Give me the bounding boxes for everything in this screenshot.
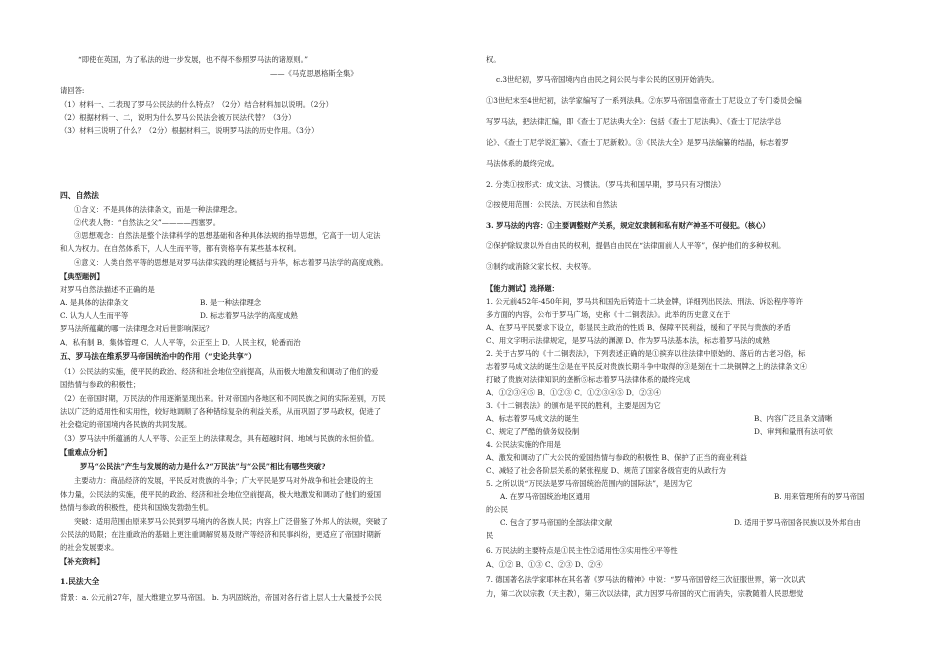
text-line: ①3世纪末至4世纪初，法学家编写了一系列法典。②东罗马帝国皇帝查士丁尼设立了专门委员会编 (486, 96, 802, 105)
text-line: 突破：适用范围由原来罗马公民到罗马境内的各族人民；内容上广泛借鉴了外邦人的法规，突破了 (74, 517, 388, 526)
text-line: 热情与参政的积极性，使共和国焕发勃勃生机。 (60, 503, 214, 512)
text-line: 社会稳定的帝国境内各民族的共同发展。 (60, 420, 192, 429)
text-line: （2）根据材料一、二，说明为什么罗马公民法会被万民法代替？（3分） (60, 113, 296, 122)
text-line: 论》、《查士丁尼学说汇纂》、《查士丁尼新敕》。③《民法大全》是罗马法编纂的结晶，标志着罗 (486, 138, 789, 147)
text-line: 对罗马自然法描述不正确的是 (60, 285, 155, 294)
text-line: B. 用来管理所有的罗马帝国 (774, 492, 865, 501)
text-line: 2. 分类①按形式：成文法、习惯法。（罗马共和国早期，罗马只有习惯法） (486, 180, 726, 189)
text-line: 6. 万民法的主要特点是①民主性②适用性③实用性④平等性 (486, 546, 678, 555)
text-line: A、标志着罗马成文法的诞生 (486, 414, 579, 423)
text-line: ③制约或消除父家长权、夫权等。 (486, 262, 596, 271)
text-line: ①含义：不是具体的法律条文，而是一种法律理念。 (74, 205, 242, 214)
text-line: ②代表人物：“自然法之父”————西塞罗。 (74, 218, 221, 227)
text-line: 3. 罗马法的内容：①主要调整财产关系，规定奴隶制和私有财产神圣不可侵犯。（核心） (486, 221, 770, 230)
text-line: 体力量，公民法的实施，使平民的政治、经济和社会地位空前提高，极大地激发和调动了他们的爱国 (60, 490, 382, 499)
text-line: D. 标志着罗马法学的高度成熟 (200, 311, 298, 320)
text-line: 力，第二次以宗教（天主教），第三次以法律，武力因罗马帝国的灭亡而消失，宗教随着人民思想觉 (486, 589, 804, 598)
text-line: 背景：a. 公元前27年，屋大维建立罗马帝国。 b. 为巩固统治，帝国对各行省上层人士大量授予公民 (60, 593, 382, 602)
text-line: 1. 公元前452年-450年间，罗马共和国先后铸造十二块金牌，详细列出民法、刑法、诉讼程序等许 (486, 297, 803, 306)
text-line: A、激发和调动了广大公民的爱国热情与参政的积极性 B、保护了正当的商业利益 (486, 453, 748, 462)
text-line: “即使在英国，为了私法的进一步发展，也不得不参照罗马法的诸原则。” (78, 55, 309, 64)
text-line: 四、自然法 (60, 191, 99, 200)
text-line: A．①②③④⑤ B．①②③ C．①②③④⑤ D．②③④ (486, 388, 661, 397)
text-line: A．私有制 B．集体管理 C．人人平等，公正至上 D．人民主权，轮番而治 (60, 338, 301, 347)
text-line: 【补充资料】 (60, 557, 104, 566)
text-line: A. 是具体的法律条文 (60, 298, 129, 307)
text-line: 民 (486, 531, 494, 540)
text-line: 权。 (486, 55, 501, 64)
text-line: 志着罗马成文法的诞生②是在平民反对贵族长期斗争中取得的③是刻在十二块铜牌之上的法律条文④ (486, 362, 808, 371)
text-line: 写罗马法，把法律汇编，即《查士丁尼法典大全》：包括《查士丁尼法典》、《查士丁尼法学总 (486, 117, 782, 126)
text-line: 五、罗马法在维系罗马帝国统治中的作用（“史论共享”） (60, 352, 257, 361)
text-line: （3）罗马法中所蕴涵的人人平等、公正至上的法律观念，具有超越时间、地域与民族的永恒价值。 (60, 434, 379, 443)
text-line: 5. 之所以说“万民法是罗马帝国统治范围内的国际法”，是因为它 (486, 479, 693, 488)
text-line: （1）公民法的实施，使平民的政治、经济和社会地位空前提高，从而极大地激发和调动了他们的爱 (60, 367, 379, 376)
text-line: ④意义：人类自然平等的思想是对罗马法律实践的理论概括与升华，标志着罗马法学的高度成熟。 (74, 258, 388, 267)
text-line: 国热情与参政的积极性； (60, 380, 141, 389)
text-line: A、在罗马平民要求下设立，彰显民主政治的性质 B、保障平民利益，缓和了平民与贵族的矛盾 (486, 323, 791, 332)
text-line: （1）材料一、二表现了罗马公民法的什么特点？（2分）结合材料加以说明。（2分） (60, 100, 333, 109)
text-line: 多方面的内容，公布于罗马广场，史称《十二铜表法》。此举的历史意义在于 (486, 310, 731, 319)
text-line: 的社会发展要求。 (60, 543, 119, 552)
text-line: C. 包含了罗马帝国的全部法律文献 (500, 518, 613, 527)
text-line: A. 在罗马帝国统治地区通用 (500, 492, 591, 501)
text-line: C、减轻了社会各阶层关系的紧张程度 D、规范了国家各级官吏的从政行为 (486, 466, 726, 475)
text-line: 主要动力：商品经济的发展，平民反对贵族的斗争；广大平民是罗马对外战争和社会建设的主 (74, 476, 374, 485)
text-line: B、内容广泛且条文清晰 (754, 414, 833, 423)
text-line: 罗马法所蕴藏的哪一法律理念对后世影响深远？ (60, 324, 214, 333)
text-line: （3）材料三说明了什么？（2分）根据材料三，说明罗马法的历史作用。（3分） (60, 126, 319, 135)
text-line: 公民法的局限；在注重政治的基础上更注重调解贸易及财产等经济和民事纠纷，更适应了帝国时期新 (60, 530, 382, 539)
text-line: 和人为权力。在自然体系下，人人生而平等，都有资格享有某些基本权利。 (60, 244, 301, 253)
text-line: ③思想观念：自然法是整个法律科学的思想基础和各种具体法规的指导思想，它高于一切人定法 (74, 231, 381, 240)
text-line: 法以广泛的适用性和实用性，较好地调顺了各种错综复杂的利益关系，从而巩固了罗马政权，促进了 (60, 407, 382, 416)
text-line: A、①② B、①③ C、②③ D、②④ (486, 560, 603, 569)
text-line: ②保护除奴隶以外自由民的权利，提倡自由民在“法律面前人人平等”，保护他们的多种权利。 (486, 241, 786, 250)
text-line: 罗马“公民法”产生与发展的动力是什么?“万民法”与“公民”相比有哪些突破? (80, 462, 326, 471)
text-line: ②按使用范围：公民法、万民法和自然法 (486, 200, 618, 209)
text-line: 马法体系的最终完成。 (486, 159, 559, 168)
text-line: 7. 德国著名法学家耶林在其名著《罗马法的精神》中说：“罗马帝国曾经三次征服世界，第一次以武 (486, 575, 806, 584)
text-line: C、用文字明示法律规定，是罗马法的渊源 D、作为罗马法基本法，标志着罗马法的成熟 (486, 336, 770, 345)
text-line: 3.《十二铜表法》的颁布是平民的胜利，主要是因为它 (486, 401, 661, 410)
text-line: c.3世纪初，罗马帝国境内自由民之间公民与非公民的区别开始消失。 (496, 75, 719, 84)
text-line: （2）在帝国时期，万民法的作用逐渐显现出来。针对帝国内各地区和不同民族之间的实际差别，万民 (60, 394, 386, 403)
text-line: D. 适用于罗马帝国各民族以及外邦自由 (734, 518, 861, 527)
text-line: ——《马克思恩格斯全集》 (270, 69, 358, 78)
text-line: 的公民 (486, 505, 508, 514)
text-line: C、规定了严酷的债务奴役制 (486, 427, 580, 436)
text-line: C. 认为人人生而平等 (60, 311, 129, 320)
text-line: 2. 关于古罗马的《十二铜表法》，下列表述正确的是①摈弃以往法律中原始的、落后的古老习俗，标 (486, 349, 806, 358)
text-line: 1.民法大全 (60, 577, 100, 586)
text-line: 打破了贵族对法律知识的垄断⑤标志着罗马法律体系的最终完成 (486, 375, 691, 384)
text-line: D、审判和量刑有法可依 (754, 427, 833, 436)
text-line: 【典型题例】 (60, 272, 104, 281)
text-line: 【能力测试】选择题： (486, 284, 559, 293)
text-line: 【重难点分析】 (60, 448, 112, 457)
text-line: B. 是一种法律理念 (200, 298, 262, 307)
text-line: 请回答: (60, 86, 85, 95)
text-line: 4. 公民法实施的作用是 (486, 440, 561, 449)
